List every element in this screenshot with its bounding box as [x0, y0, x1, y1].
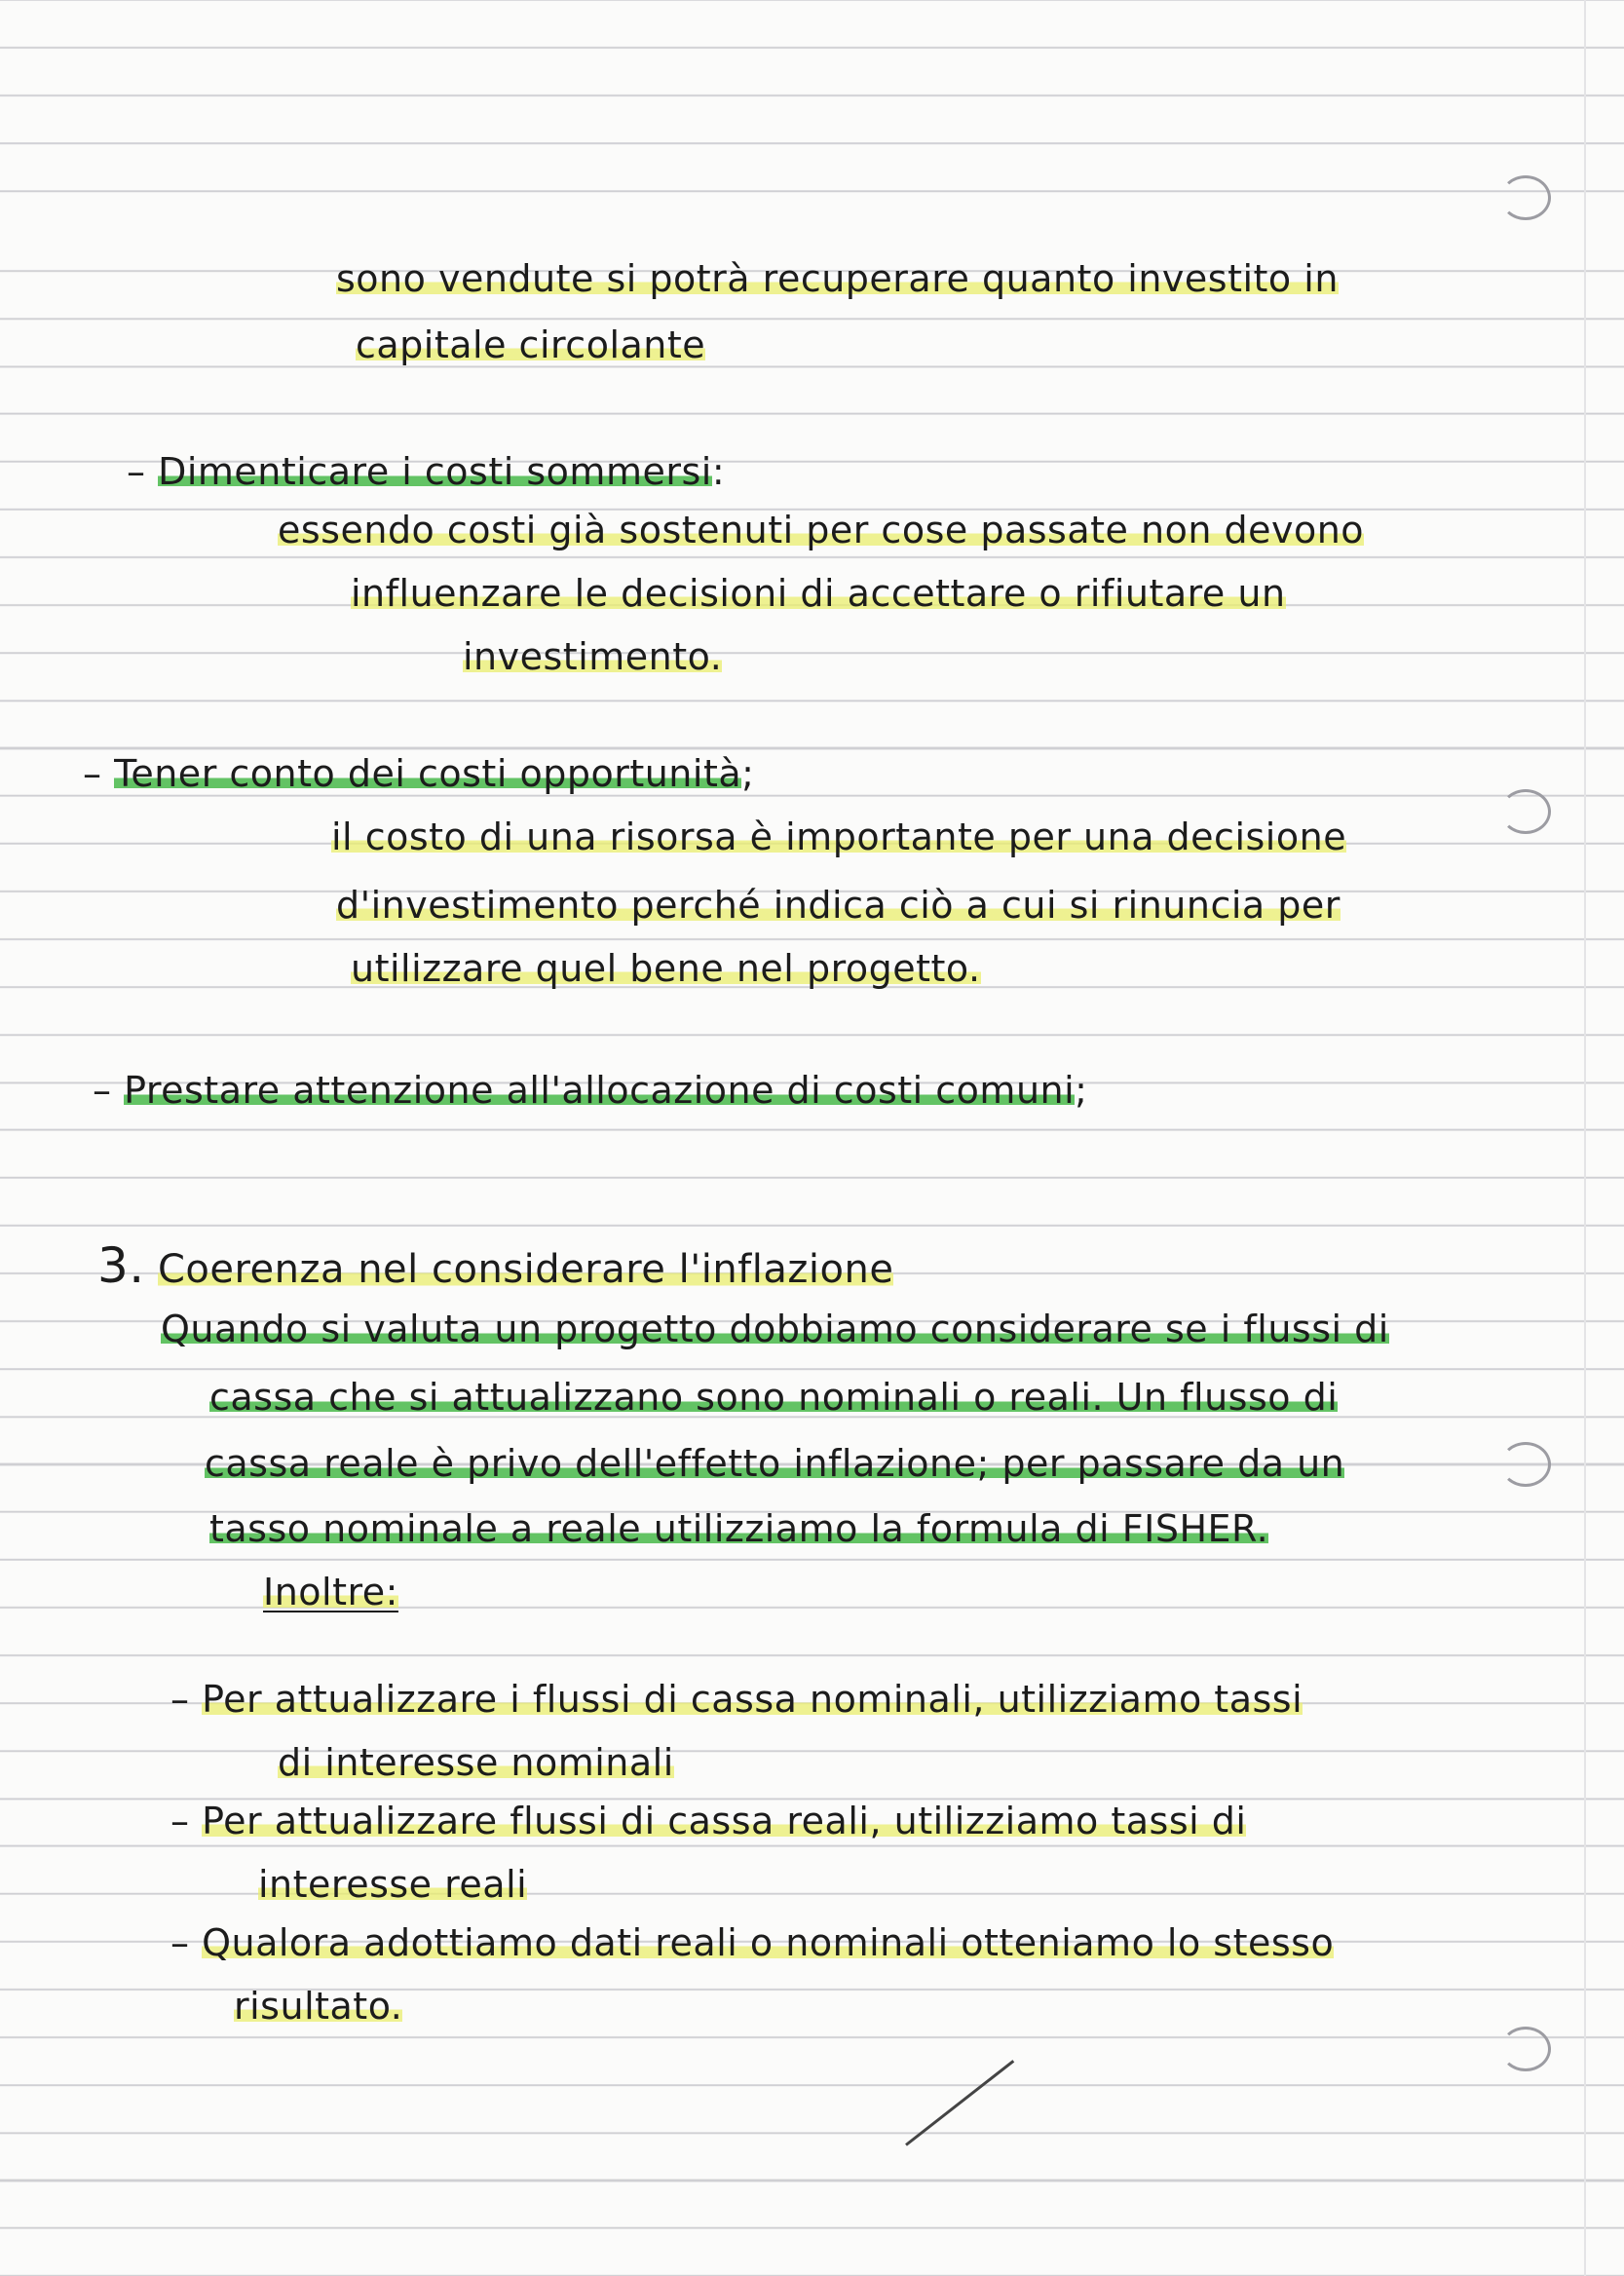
inoltre-label: Inoltre:: [263, 1571, 398, 1613]
intro-line-1: [336, 255, 1339, 302]
bullet-dash: –: [170, 1921, 190, 1964]
sub-bullet-2-line-2: [258, 1861, 527, 1908]
bullet-dash: –: [127, 450, 146, 493]
bullet-3-heading: [93, 1067, 1087, 1114]
bullet-dash: –: [93, 1069, 112, 1112]
binder-hole: [1500, 1442, 1551, 1487]
section-number: 3.: [97, 1237, 145, 1294]
bullet-1-text-3: investimento.: [463, 635, 723, 678]
binder-hole: [1500, 789, 1551, 834]
sub-bullet-3-line-2: [234, 1983, 402, 2029]
binder-hole: [1500, 2027, 1551, 2071]
sub-bullet-2-text-2: interesse reali: [258, 1863, 528, 1906]
bullet-dash: –: [170, 1678, 190, 1721]
section-3-text-2: cassa che si attualizzano sono nominali o reali. Un flusso di: [209, 1376, 1339, 1419]
sub-bullet-2-line-1: [170, 1798, 1246, 1844]
margin-line: [1584, 0, 1586, 2276]
intro-line-2: [356, 322, 705, 368]
sub-bullet-2-text-1: Per attualizzare flussi di cassa reali, utilizziamo tassi di: [202, 1800, 1247, 1842]
binder-hole: [1500, 175, 1551, 220]
bullet-1-line-2: [351, 570, 1286, 617]
bullet-2-heading: [83, 750, 754, 797]
sub-bullet-1-text-2: di interesse nominali: [278, 1741, 674, 1784]
bullet-dash: –: [170, 1800, 190, 1842]
section-3-line-3: [205, 1440, 1344, 1487]
bullet-1-line-3: [463, 633, 722, 680]
sub-bullet-1-line-2: [278, 1739, 674, 1786]
bullet-3-suffix: ;: [1075, 1069, 1088, 1112]
bullet-1-heading: [127, 448, 725, 495]
section-3-line-2: [209, 1374, 1338, 1421]
bullet-1-text-2: influenzare le decisioni di accettare o rifiutare un: [351, 572, 1286, 615]
bullet-2-line-2: [336, 882, 1341, 929]
bullet-1-line-1: [278, 507, 1364, 553]
pen-stroke: [905, 2060, 1014, 2146]
section-3-line-1: [161, 1306, 1389, 1352]
bullet-2-line-1: [331, 814, 1346, 860]
sub-bullet-3-text-2: risultato.: [234, 1985, 403, 2028]
bullet-2-title: Tener conto dei costi opportunità: [114, 752, 742, 795]
section-3-text-4: tasso nominale a reale utilizziamo la formula di FISHER.: [209, 1507, 1269, 1550]
section-3-text-3: cassa reale è privo dell'effetto inflazione; per passare da un: [205, 1442, 1345, 1485]
sub-bullet-3-line-1: [170, 1919, 1334, 1966]
sub-bullet-1-text-1: Per attualizzare i flussi di cassa nominali, utilizziamo tassi: [202, 1678, 1303, 1721]
bullet-2-suffix: ;: [741, 752, 755, 795]
intro-text-1: sono vendute si potrà recuperare quanto investito in: [336, 257, 1339, 300]
bullet-2-text-3: utilizzare quel bene nel progetto.: [351, 947, 981, 990]
section-3-text-1: Quando si valuta un progetto dobbiamo considerare se i flussi di: [161, 1308, 1389, 1350]
bullet-1-suffix: :: [711, 450, 726, 493]
sub-bullet-1-line-1: [170, 1676, 1303, 1723]
section-3-line-4: [209, 1505, 1268, 1552]
bullet-1-text-1: essendo costi già sostenuti per cose passate non devono: [278, 509, 1365, 551]
bullet-1-title: Dimenticare i costi sommersi: [158, 450, 712, 493]
intro-text-2: capitale circolante: [356, 323, 706, 366]
bullet-3-title: Prestare attenzione all'allocazione di costi comuni: [124, 1069, 1076, 1112]
section-3-heading: [97, 1237, 894, 1294]
sub-bullet-3-text-1: Qualora adottiamo dati reali o nominali otteniamo lo stesso: [202, 1921, 1335, 1964]
bullet-2-line-3: [351, 945, 981, 992]
bullet-2-text-2: d'investimento perché indica ciò a cui si rinuncia per: [336, 884, 1341, 927]
bullet-dash: –: [83, 752, 102, 795]
section-3-title: Coerenza nel considerare l'inflazione: [157, 1247, 894, 1292]
bullet-2-text-1: il costo di una risorsa è importante per una decisione: [331, 816, 1347, 858]
section-3-inoltre: [263, 1569, 398, 1615]
